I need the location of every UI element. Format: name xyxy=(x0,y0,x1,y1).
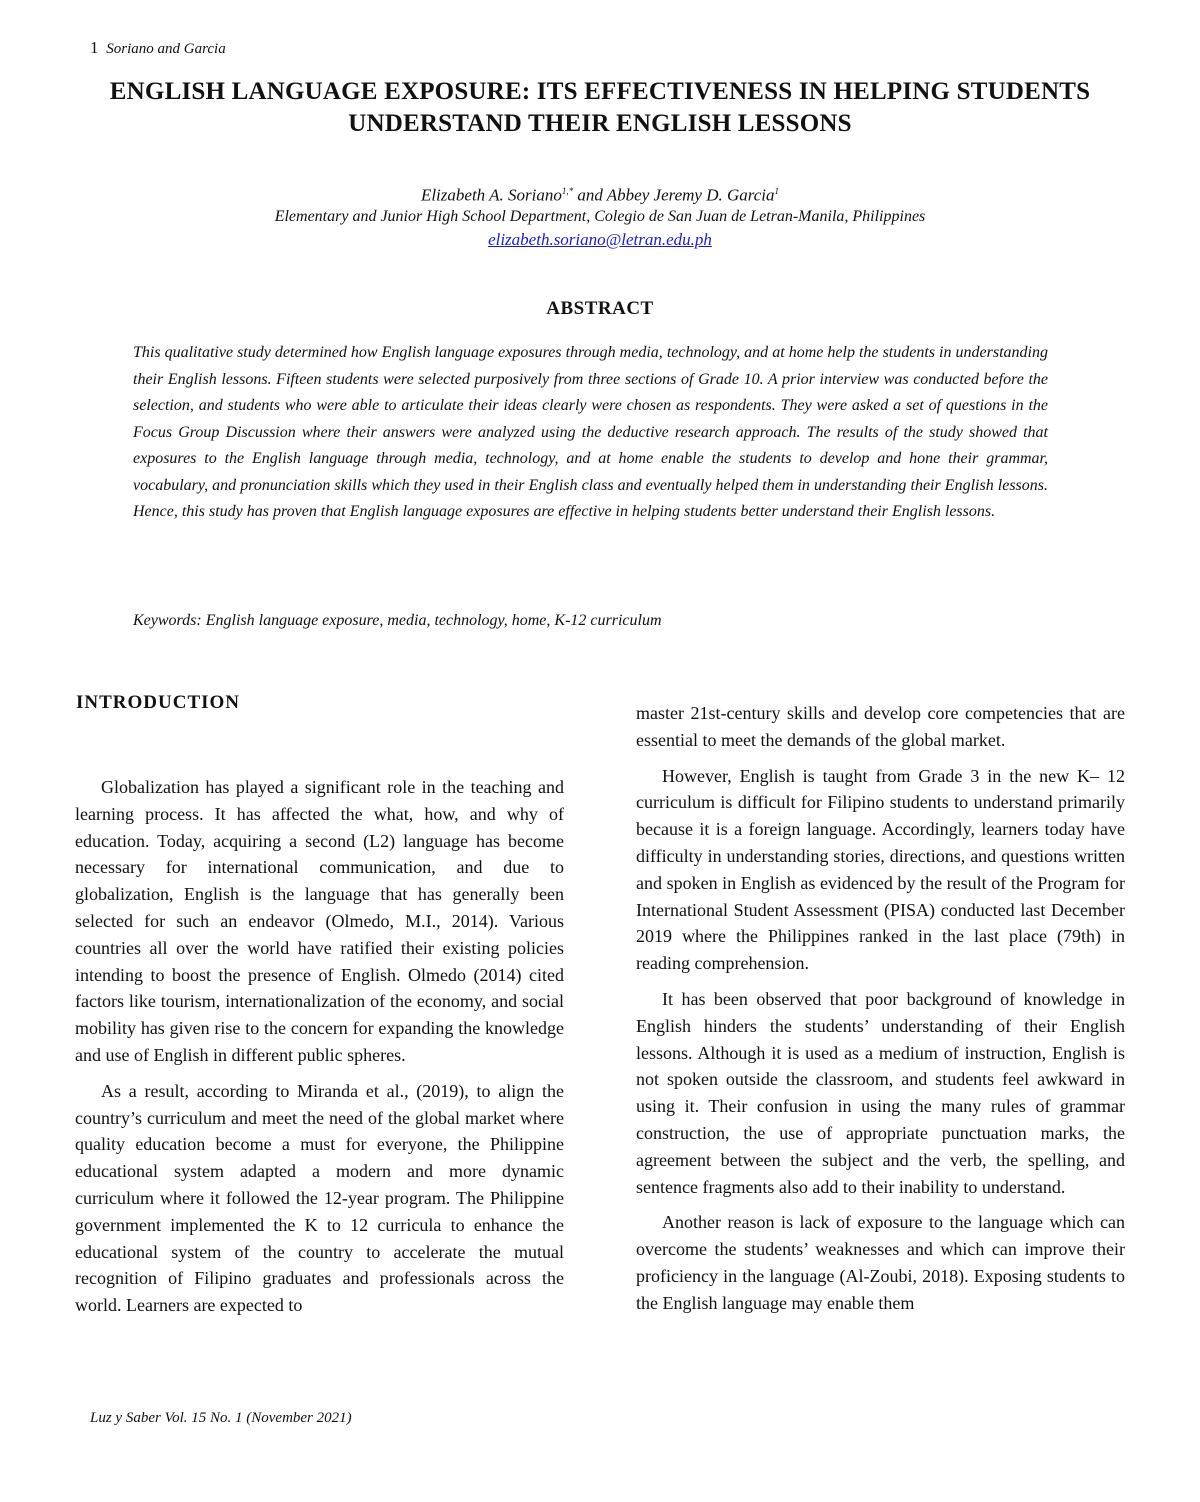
author-line xyxy=(80,180,1120,207)
running-head-authors: Soriano and Garcia xyxy=(106,41,226,57)
author-1: Elizabeth A. Soriano xyxy=(420,185,562,205)
author-1-mark: 1,* xyxy=(561,186,574,196)
author-conjunction: and xyxy=(573,185,607,205)
keywords-text: English language exposure, media, technology, home, K-12 curriculum xyxy=(205,612,662,629)
paragraph: However, English is taught from Grade 3 in the new K– 12 curriculum is difficult for Filipino students to understand primarily because it is a foreign language. Accordingly, learners today have difficulty in understanding stories, directions, and questions written and spoken in English as evidenced by the result of the Program for International Student Assessment (PISA) conducted last December 2019 where the Philippines ranked in the last place (79th) in reading comprehension. xyxy=(636,765,1125,974)
paragraph: As a result, according to Miranda et al., (2019), to align the country’s curriculum and meet the need of the global market where quality education become a must for everyone, the Philippine educational system adapted a modern and more dynamic curriculum where it followed the 12-year program. The Philippine government implemented the K to 12 curricula to enhance the educational system of the country to accelerate the mutual recognition of Filipino graduates and professionals across the world. Learners are expected to xyxy=(75,1080,564,1316)
left-column xyxy=(75,774,564,1328)
running-head xyxy=(90,38,226,58)
email-link[interactable]: elizabeth.soriano@letran.edu.ph xyxy=(488,230,712,249)
keywords xyxy=(133,612,1048,630)
journal-footer: Luz y Saber Vol. 15 No. 1 (November 2021) xyxy=(90,1410,352,1426)
introduction-heading: INTRODUCTION xyxy=(76,692,241,713)
page-number: 1 xyxy=(90,38,99,57)
keywords-label: Keywords: xyxy=(133,612,202,629)
paragraph: It has been observed that poor background of knowledge in English hinders the students’ understanding of their English lessons. Although it is used as a medium of instruction, English is not spoken outside the classroom, and students feel awkward in using it. Their confusion in using the many rules of grammar construction, the use of appropriate punctuation marks, the agreement between the subject and the verb, the spelling, and sentence fragments also add to their inability to understand. xyxy=(636,988,1125,1197)
affiliation: Elementary and Junior High School Department, Colegio de San Juan de Letran-Manila, Philippines xyxy=(274,208,926,225)
abstract-heading: ABSTRACT xyxy=(546,298,654,319)
paragraph: Another reason is lack of exposure to the language which can overcome the students’ weaknesses and which can improve their proficiency in the language (Al-Zoubi, 2018). Exposing students to the English language may enable them xyxy=(636,1212,1125,1313)
paper-title: ENGLISH LANGUAGE EXPOSURE: ITS EFFECTIVENESS IN HELPING STUDENTS UNDERSTAND THEIR ENGLISH LESSONS xyxy=(109,78,1091,137)
paragraph: Globalization has played a significant role in the teaching and learning process. It has affected the what, how, and why of education. Today, acquiring a second (L2) language has become necessary for international communication, and due to globalization, English is the language that has generally been selected for such an endeavor (Olmedo, M.I., 2014). Various countries all over the world have ratified their existing policies intending to boost the presence of English. Olmedo (2014) cited factors like tourism, internationalization of the economy, and social mobility has given rise to the concern for expanding the knowledge and use of English in different public spheres. xyxy=(75,777,564,1065)
paragraph-continuation: master 21st-century skills and develop core competencies that are essential to meet the demands of the global market. xyxy=(636,703,1125,750)
author-2: Abbey Jeremy D. Garcia xyxy=(606,185,775,205)
abstract-body: This qualitative study determined how English language exposures through media, technology, and at home help the students in understanding their English lessons. Fifteen students were selected purposively from three sections of Grade 10. A prior interview was conducted before the selection, and students who were able to articulate their ideas clearly were chosen as respondents. They were asked a set of questions in the Focus Group Discussion where their answers were analyzed using the deductive research approach. The results of the study showed that exposures to the English language through media, technology, and at home enable the students to develop and hone their grammar, vocabulary, and pronunciation skills which they used in their English class and eventually helped them in understanding their English lessons. Hence, this study has proven that English language exposures are effective in helping students better understand their English lessons. xyxy=(133,344,1048,520)
email-line xyxy=(80,230,1120,250)
right-column xyxy=(636,700,1125,1326)
author-2-mark: 1 xyxy=(774,186,780,196)
